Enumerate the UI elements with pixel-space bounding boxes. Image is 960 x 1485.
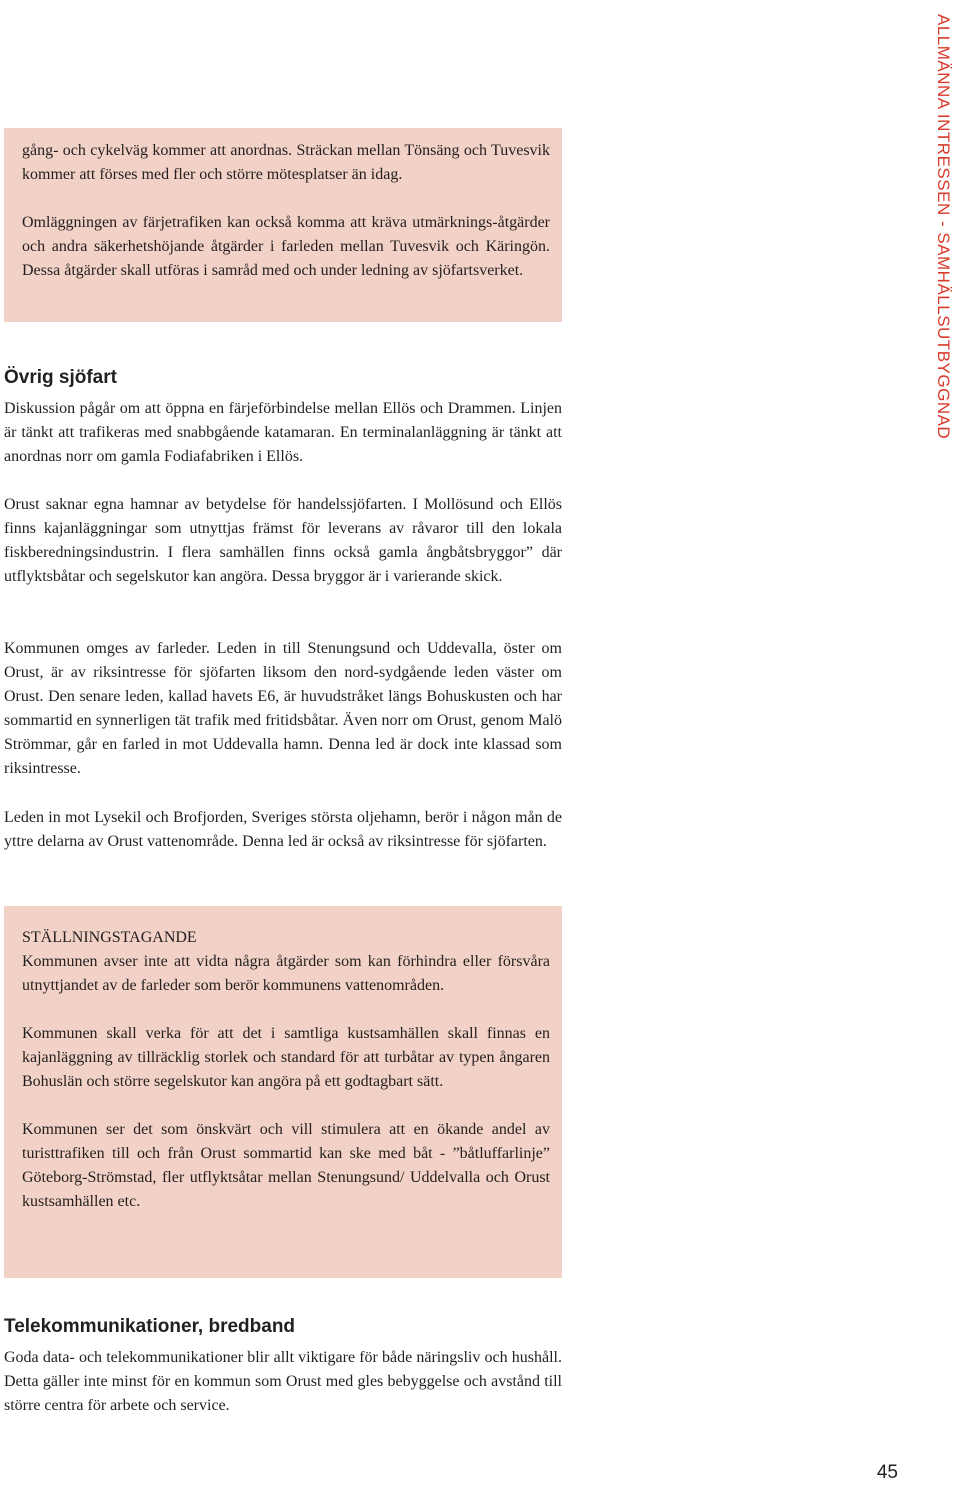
sjofart-paragraph-1: Diskussion pågår om att öppna en färjeförbindelse mellan Ellös och Drammen. Linjen är tänkt att trafikeras med snabbgående katamaran. En terminalanläggning är tänkt att anordnas norr om gamla Fodiafabriken i Ellös.	[4, 400, 562, 465]
sjofart-paragraph-3: Kommunen omges av farleder. Leden in till Stenungsund och Uddevalla, öster om Orust, är av riksintresse för sjöfarten liksom den nord-sydgående leden väster om Orust. Den senare leden, kallad havets E6, är huvudstråket längs Bohuskusten och har sommartid en synnerligen tät trafik med fritidsbåtar. Även norr om Orust, genom Malö Strömmar, går en farled in mot Uddevalla hamn. Denna led är dock inte klassad som riksintresse.	[4, 640, 562, 777]
stallningstagande-title: STÄLLNINGSTAGANDE	[22, 929, 197, 946]
info-box-top	[4, 128, 562, 322]
sjofart-paragraph-4: Leden in mot Lysekil och Brofjorden, Sveriges största oljehamn, berör i någon mån de yttre delarna av Orust vattenområde. Denna led är också av riksintresse för sjöfarten.	[4, 809, 562, 850]
stallningstagande-paragraph-2: Kommunen skall verka för att det i samtliga kustsamhällen skall finnas en kajanläggning av tillräcklig storlek och standard för att turbåtar av typen ångaren Bohuslän och större segelskutor kan angöra på ett godtagbart sätt.	[22, 1025, 550, 1090]
tele-paragraph-1: Goda data- och telekommunikationer blir allt viktigare för både näringsliv och hushåll. Detta gäller inte minst för en kommun som Orust med gles bebyggelse och avstånd till större centra för arbete och service.	[4, 1349, 562, 1414]
stallningstagande-paragraph-1: Kommunen avser inte att vidta några åtgärder som kan förhindra eller försvåra utnyttjandet av de farleder som berör kommunens vattenområden.	[22, 953, 550, 994]
stallningstagande-box	[4, 906, 562, 1278]
heading-ovrig-sjofart: Övrig sjöfart	[4, 367, 117, 388]
heading-telekommunikationer: Telekommunikationer, bredband	[4, 1316, 296, 1337]
stallningstagande-paragraph-3: Kommunen ser det som önskvärt och vill stimulera att en ökande andel av turisttrafiken till och från Orust sommartid kan ske med båt - ”båtluffarlinje” Göteborg-Strömstad, fler utflyktsåtar mellan Stenungsund/ Uddelvalla och Orust kustsamhällen etc.	[22, 1121, 550, 1210]
side-section-tab	[928, 0, 958, 470]
box-top-paragraph-1: gång- och cykelväg kommer att anordnas. Sträckan mellan Tönsäng och Tuvesvik kommer att förses med fler och större mötesplatser än idag.	[22, 142, 550, 183]
side-section-label: ALLMÄNNA INTRESSEN - SAMHÄLLSUTBYGGNAD	[934, 14, 953, 440]
box-top-paragraph-2: Omläggningen av färjetrafiken kan också komma att kräva utmärknings-åtgärder och andra säkerhetshöjande åtgärder i farleden mellan Tuvesvik och Käringön. Dessa åtgärder skall utföras i samråd med och under ledning av sjöfartsverket.	[22, 214, 550, 279]
sjofart-paragraph-2: Orust saknar egna hamnar av betydelse för handelssjöfarten. I Mollösund och Ellös finns kajanläggningar som utnyttjas främst för leverans av råvaror till den lokala fiskberedningsindustrin. I flera samhällen finns också gamla ångbåtsbryggor” där utflyktsbåtar och segelskutor kan angöra. Dessa bryggor är i varierande skick.	[4, 496, 562, 585]
page-number: 45	[876, 1462, 898, 1483]
